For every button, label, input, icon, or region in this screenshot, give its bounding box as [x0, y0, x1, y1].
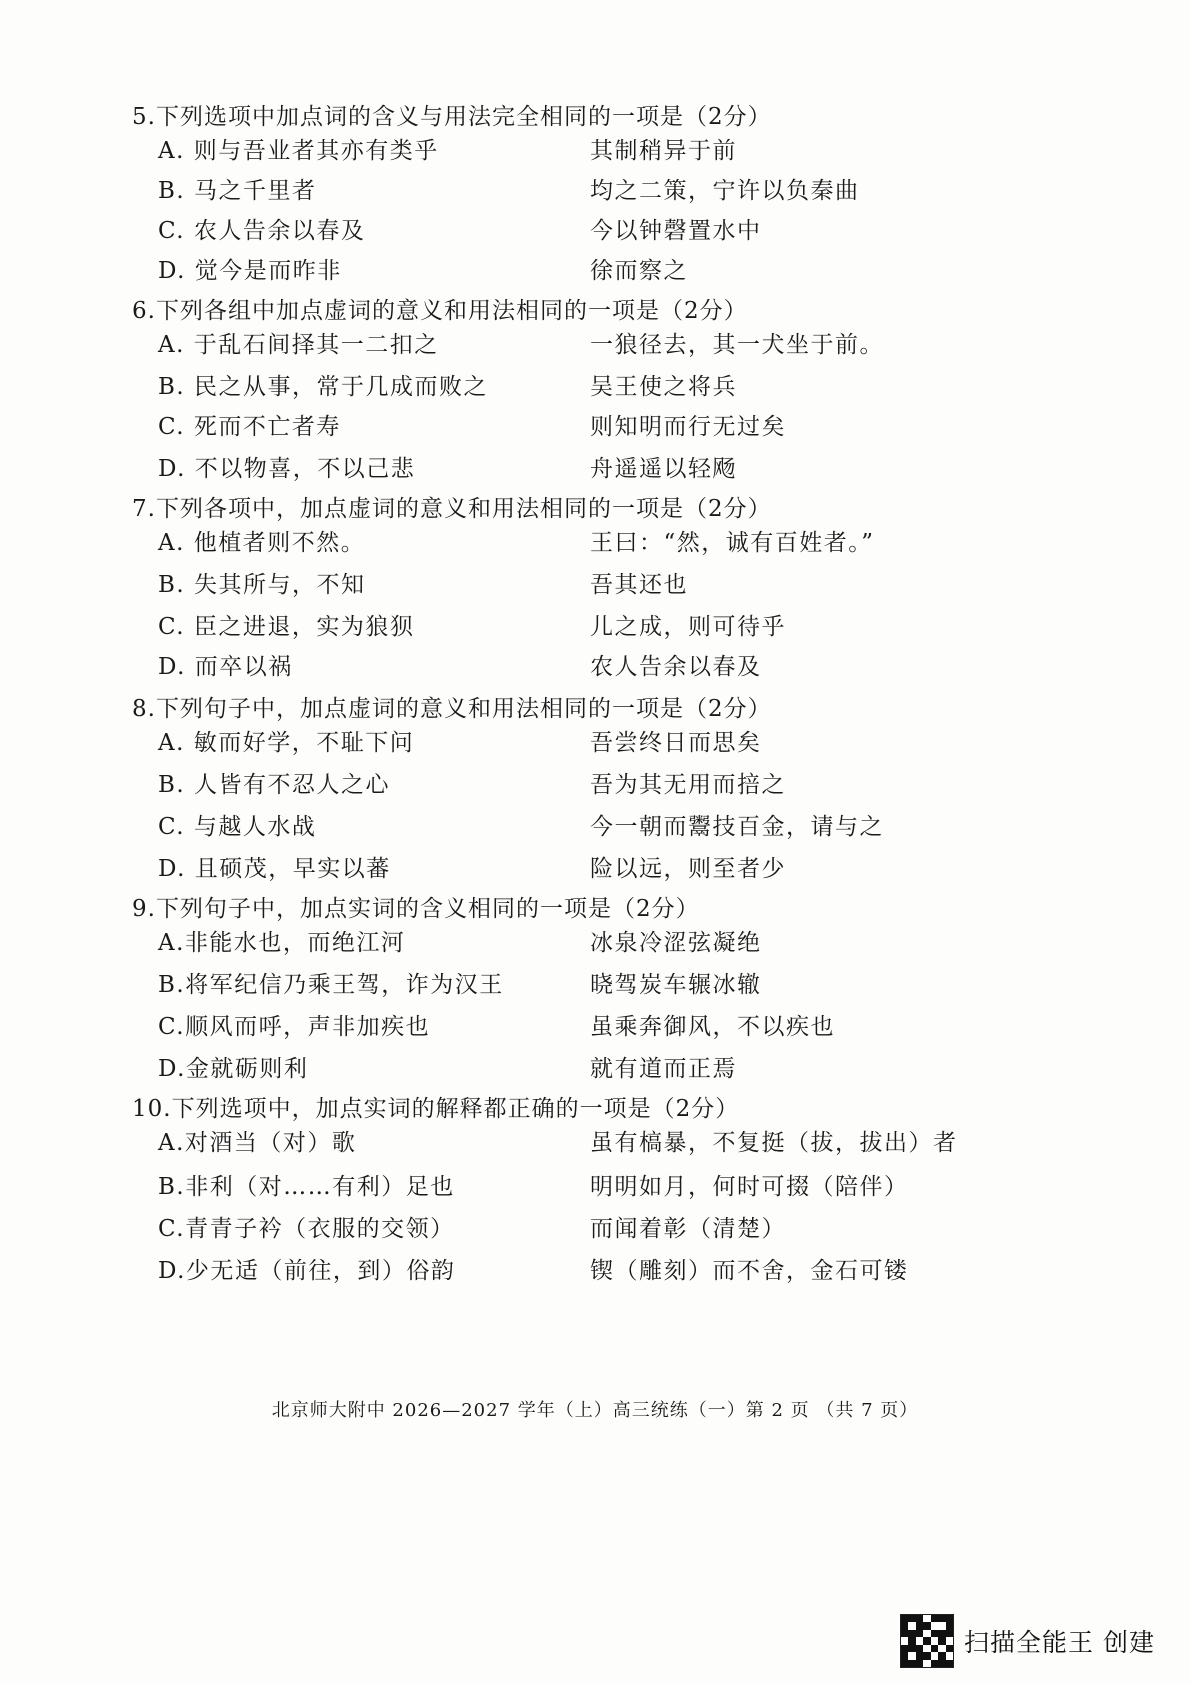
q6-option-d-left: D. 不以物喜，不以己悲	[158, 456, 416, 482]
question-10-title: 10.下列选项中，加点实词的解释都正确的一项是（2分）	[132, 1096, 740, 1122]
q9-option-b-left: B.将军纪信乃乘王驾，诈为汉王	[158, 972, 504, 998]
q9-option-a-left: A.非能水也，而绝江河	[158, 930, 406, 956]
question-6-title: 6.下列各组中加点虚词的意义和用法相同的一项是（2分）	[132, 298, 748, 324]
q10-option-c-right: 而闻着彰（清楚）	[590, 1216, 786, 1242]
q8-option-a-left: A. 敏而好学，不耻下问	[158, 730, 415, 756]
q5-option-a-right: 其制稍异于前	[590, 138, 737, 164]
q6-option-a-left: A. 于乱石间择其一二扣之	[158, 332, 439, 358]
q7-option-c-right: 儿之成，则可待乎	[590, 614, 786, 640]
q7-option-d-left: D. 而卒以祸	[158, 654, 293, 680]
q8-option-a-right: 吾尝终日而思矣	[590, 730, 762, 756]
q7-option-b-left: B. 失其所与，不知	[158, 572, 366, 598]
q7-option-c-left: C. 臣之进退，实为狼狈	[158, 614, 415, 640]
q5-option-b-left: B. 马之千里者	[158, 178, 317, 204]
q9-option-d-right: 就有道而正焉	[590, 1056, 737, 1082]
q8-option-d-left: D. 且硕茂，早实以蕃	[158, 856, 391, 882]
q9-option-a-right: 冰泉冷涩弦凝绝	[590, 930, 762, 956]
q10-option-b-right: 明明如月，何时可掇（陪伴）	[590, 1174, 909, 1200]
q7-option-d-right: 农人告余以春及	[590, 654, 762, 680]
q9-option-c-right: 虽乘奔御风，不以疾也	[590, 1014, 835, 1040]
q9-option-c-left: C.顺风而呼，声非加疾也	[158, 1014, 431, 1040]
page-footer: 北京师大附中 2026—2027 学年（上）高三统练（一）第 2 页 （共 7 页）	[271, 1400, 919, 1421]
q5-option-a-left: A. 则与吾业者其亦有类乎	[158, 138, 439, 164]
q7-option-a-right: 王曰：“然，诚有百姓者。”	[590, 530, 875, 556]
q10-option-d-left: D.少无适（前往，到）俗韵	[158, 1258, 456, 1284]
question-5-title: 5.下列选项中加点词的含义与用法完全相同的一项是（2分）	[132, 104, 772, 130]
q8-option-b-right: 吾为其无用而掊之	[590, 772, 786, 798]
q10-option-a-right: 虽有槁暴，不复挺（拔，拔出）者	[590, 1130, 958, 1156]
question-7-title: 7.下列各项中，加点虚词的意义和用法相同的一项是（2分）	[132, 496, 772, 522]
q10-option-c-left: C.青青子衿（衣服的交领）	[158, 1216, 455, 1242]
q5-option-c-left: C. 农人告余以春及	[158, 218, 366, 244]
scanner-brand-label: 扫描全能王 创建	[964, 1628, 1155, 1657]
q5-option-b-right: 均之二策，宁许以负秦曲	[590, 178, 860, 204]
q8-option-d-right: 险以远，则至者少	[590, 856, 786, 882]
q6-option-d-right: 舟遥遥以轻飏	[590, 456, 737, 482]
q6-option-b-right: 吴王使之将兵	[590, 374, 737, 400]
q9-option-b-right: 晓驾炭车辗冰辙	[590, 972, 762, 998]
question-8-title: 8.下列句子中，加点虚词的意义和用法相同的一项是（2分）	[132, 696, 772, 722]
q10-option-a-left: A.对酒当（对）歌	[158, 1130, 357, 1156]
q6-option-c-right: 则知明而行无过矣	[590, 414, 786, 440]
q5-option-c-right: 今以钟磬置水中	[590, 218, 762, 244]
qr-code-icon	[900, 1614, 954, 1668]
q5-option-d-left: D. 觉今是而昨非	[158, 258, 342, 284]
q7-option-a-left: A. 他植者则不然。	[158, 530, 366, 556]
q9-option-d-left: D.金就砺则利	[158, 1056, 309, 1082]
q8-option-c-right: 今一朝而鬻技百金，请与之	[590, 814, 884, 840]
q8-option-b-left: B. 人皆有不忍人之心	[158, 772, 391, 798]
q10-option-d-right: 锲（雕刻）而不舍，金石可镂	[590, 1258, 909, 1284]
scanner-watermark	[900, 1612, 1160, 1670]
q5-option-d-right: 徐而察之	[590, 258, 688, 284]
question-9-title: 9.下列句子中，加点实词的含义相同的一项是（2分）	[132, 896, 700, 922]
q6-option-b-left: B. 民之从事，常于几成而败之	[158, 374, 489, 400]
q10-option-b-left: B.非利（对……有利）足也	[158, 1174, 455, 1200]
q7-option-b-right: 吾其还也	[590, 572, 688, 598]
q6-option-a-right: 一狼径去，其一犬坐于前。	[590, 332, 884, 358]
q8-option-c-left: C. 与越人水战	[158, 814, 317, 840]
q6-option-c-left: C. 死而不亡者寿	[158, 414, 341, 440]
